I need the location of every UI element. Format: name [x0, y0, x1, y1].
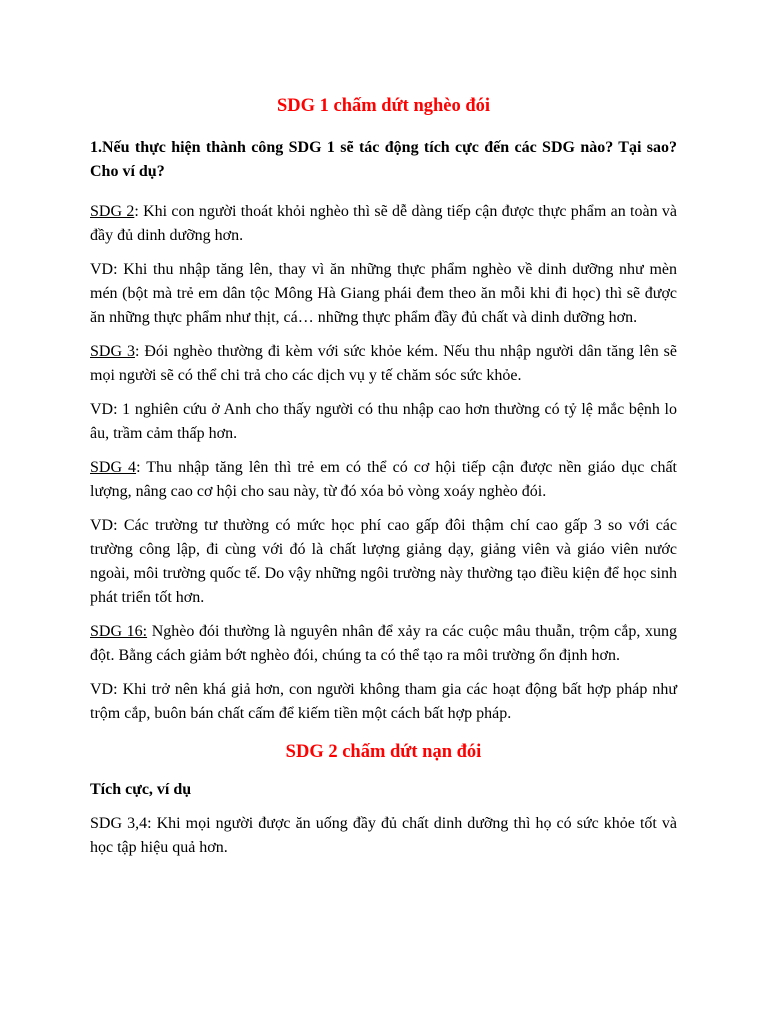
sdg3-text: : Đói nghèo thường đi kèm với sức khỏe kém. Nếu thu nhập người dân tăng lên sẽ mọi người sẽ có thể chi trả cho các dịch vụ y tế chăm sóc sức khỏe.: [90, 343, 677, 384]
sdg2-text: : Khi con người thoát khỏi nghèo thì sẽ dễ dàng tiếp cận được thực phẩm an toàn và đầy đủ dinh dưỡng hơn.: [90, 203, 677, 244]
sdg2-example: VD: Khi thu nhập tăng lên, thay vì ăn những thực phẩm nghèo về dinh dưỡng như mèn mén (bột mà trẻ em dân tộc Mông Hà Giang phái đem theo ăn mỗi khi đi học) thì sẽ được ăn những thực phẩm như thịt, cá… những thực phẩm đầy đủ chất và dinh dưỡng hơn.: [90, 261, 677, 326]
sdg4-label: SDG 4: [90, 459, 137, 476]
section2-paragraph: SDG 3,4: Khi mọi người được ăn uống đầy đủ chất dinh dưỡng thì họ có sức khỏe tốt và học tập hiệu quả hơn.: [90, 815, 677, 856]
section2-title: SDG 2 chấm dứt nạn đói: [285, 742, 482, 762]
sdg4-text: : Thu nhập tăng lên thì trẻ em có thể có cơ hội tiếp cận được nền giáo dục chất lượng, nâng cao cơ hội cho sau này, từ đó xóa bỏ vòng xoáy nghèo đói.: [90, 459, 677, 500]
sdg16-paragraph: [90, 620, 677, 668]
sdg3-paragraph: [90, 340, 677, 388]
question-heading: 1.Nếu thực hiện thành công SDG 1 sẽ tác động tích cực đến các SDG nào? Tại sao? Cho ví dụ?: [90, 139, 677, 180]
sdg4-paragraph: [90, 456, 677, 504]
sdg16-label: SDG 16:: [90, 623, 148, 640]
sdg2-label: SDG 2: [90, 203, 135, 220]
sdg3-example: VD: 1 nghiên cứu ở Anh cho thấy người có thu nhập cao hơn thường có tỷ lệ mắc bệnh lo âu, trầm cảm thấp hơn.: [90, 401, 677, 442]
sdg4-example: VD: Các trường tư thường có mức học phí cao gấp đôi thậm chí cao gấp 3 so với các trường công lập, đi cùng với đó là chất lượng giảng dạy, giảng viên và giáo viên nước ngoài, môi trường quốc tế. Do vậy những ngôi trường này thường tạo điều kiện để học sinh phát triển tốt hơn.: [90, 517, 677, 606]
document-page: [90, 0, 677, 860]
sdg3-label: SDG 3: [90, 343, 135, 360]
sdg2-paragraph: [90, 200, 677, 248]
sdg16-text: Nghèo đói thường là nguyên nhân để xảy ra các cuộc mâu thuẫn, trộm cắp, xung đột. Bằng cách giảm bớt nghèo đói, chúng ta có thể tạo ra môi trường ổn định hơn.: [90, 623, 678, 664]
sdg16-example: VD: Khi trở nên khá giả hơn, con người không tham gia các hoạt động bất hợp pháp như trộm cắp, buôn bán chất cấm để kiếm tiền một cách bất hợp pháp.: [90, 681, 677, 722]
section2-subheading: Tích cực, ví dụ: [90, 781, 192, 798]
section1-title: SDG 1 chấm dứt nghèo đói: [276, 96, 491, 116]
